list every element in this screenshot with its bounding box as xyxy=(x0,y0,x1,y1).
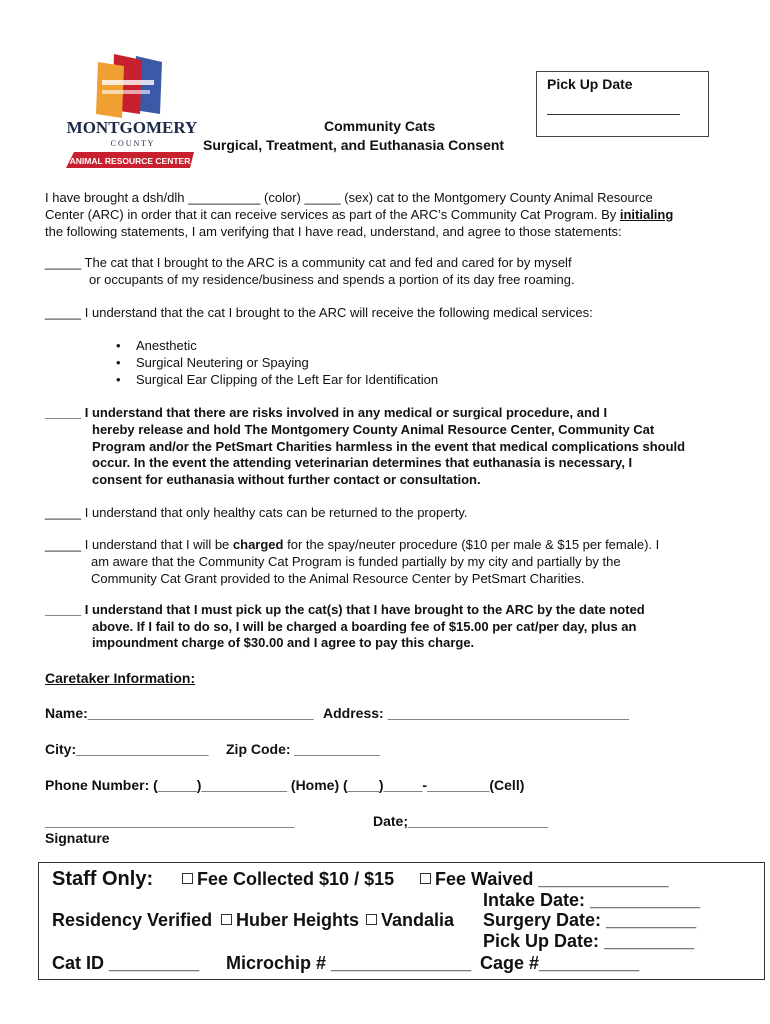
staff-pickup-date-field[interactable]: Pick Up Date: _________ xyxy=(483,931,695,951)
charged-emphasis: charged xyxy=(232,537,284,552)
logo-county-text: C O U N T Y xyxy=(110,139,154,148)
residency-verified-label: Residency Verified xyxy=(52,910,213,930)
signature-label: Signature xyxy=(45,830,110,846)
city-field[interactable]: City:_________________ xyxy=(45,741,209,757)
cat-id-field[interactable]: Cat ID _________ xyxy=(52,953,200,973)
logo-name-text: MONTGOMERY xyxy=(66,118,198,137)
initialing-emphasis: initialing xyxy=(619,207,674,222)
service-item: • Surgical Neutering or Spaying xyxy=(116,355,309,370)
signature-field[interactable]: ________________________________ xyxy=(45,813,295,829)
statement-1-line-2: or occupants of my residence/business and spends a portion of its day free roaming. xyxy=(89,272,575,287)
logo-graphic xyxy=(62,52,202,174)
statement-6-line-3: impoundment charge of $30.00 and I agree to pay this charge. xyxy=(92,635,475,650)
pickup-date-field[interactable] xyxy=(547,114,680,115)
fee-collected-checkbox[interactable] xyxy=(182,873,193,884)
intro-line-3: the following statements, I am verifying that I have read, understand, and agree to those statements: xyxy=(45,224,622,239)
logo-banner-text: ANIMAL RESOURCE CENTER xyxy=(69,156,191,166)
statement-1-line-1: _____ The cat that I brought to the ARC is a community cat and fed and cared for by myself xyxy=(45,255,572,270)
fee-waived-checkbox[interactable] xyxy=(420,873,431,884)
statement-4-line-1: _____ I understand that only healthy cats can be returned to the property. xyxy=(45,505,468,520)
form-title: Community Cats xyxy=(324,118,436,134)
address-field[interactable]: Address: _______________________________ xyxy=(323,705,629,721)
microchip-field[interactable]: Microchip # ______________ xyxy=(226,953,472,973)
vandalia-option[interactable]: Vandalia xyxy=(366,910,454,931)
statement-3-line-4: occur. In the event the attending veterinarian determines that euthanasia is necessary, I xyxy=(92,455,633,470)
service-item: • Surgical Ear Clipping of the Left Ear for Identification xyxy=(116,372,438,387)
service-item: • Anesthetic xyxy=(116,338,197,353)
huber-heights-checkbox[interactable] xyxy=(221,914,232,925)
statement-5-line-2: am aware that the Community Cat Program is funded partially by my city and partially by the xyxy=(91,554,621,569)
statement-3-line-1: _____ I understand that there are risks involved in any medical or surgical procedure, and I xyxy=(45,405,608,420)
cage-field[interactable]: Cage #__________ xyxy=(480,953,640,973)
surgery-date-field[interactable]: Surgery Date: _________ xyxy=(483,910,697,930)
form-subtitle: Surgical, Treatment, and Euthanasia Consent xyxy=(203,137,505,153)
montgomery-county-logo xyxy=(62,52,202,174)
pickup-date-box xyxy=(536,71,709,137)
intro-line-2 xyxy=(45,207,673,224)
statement-2-line-1: _____ I understand that the cat I brought to the ARC will receive the following medical services: xyxy=(45,305,593,320)
staff-only-title: Staff Only: xyxy=(52,868,154,890)
phone-number-field[interactable]: Phone Number: (_____)___________ (Home) (____)_____-________(Cell) xyxy=(45,777,525,793)
intake-date-field[interactable]: Intake Date: ___________ xyxy=(483,890,701,910)
fee-collected-option[interactable]: Fee Collected $10 / $15 xyxy=(182,869,394,890)
caretaker-heading: Caretaker Information: xyxy=(45,670,196,686)
huber-heights-option[interactable]: Huber Heights xyxy=(221,910,359,931)
statement-3-line-2: hereby release and hold The Montgomery County Animal Resource Center, Community Cat xyxy=(92,422,655,437)
intro-line-1: I have brought a dsh/dlh __________ (color) _____ (sex) cat to the Montgomery County Animal Resource xyxy=(45,190,653,205)
statement-6-line-2: above. If I fail to do so, I will be charged a boarding fee of $15.00 per cat/per day, plus an xyxy=(92,619,637,634)
zip-code-field[interactable]: Zip Code: ___________ xyxy=(226,741,381,757)
date-field[interactable]: Date;__________________ xyxy=(373,813,549,829)
statement-6-line-1: _____ I understand that I must pick up the cat(s) that I have brought to the ARC by the date noted xyxy=(45,602,645,617)
statement-3-line-5: consent for euthanasia without further contact or consultation. xyxy=(92,472,481,487)
name-field[interactable]: Name:_____________________________ xyxy=(45,705,314,721)
statement-5-line-1: _____ I understand that I will be charged for the spay/neuter procedure ($10 per male & $15 per female). I xyxy=(45,537,660,552)
intro-line-2-text: Center (ARC) in order that it can receive services as part of the ARC’s Community Cat Program. By xyxy=(45,207,620,222)
pickup-date-label: Pick Up Date xyxy=(547,76,633,92)
fee-waived-option[interactable]: Fee Waived _____________ xyxy=(420,869,669,890)
vandalia-checkbox[interactable] xyxy=(366,914,377,925)
statement-5-line-3: Community Cat Grant provided to the Animal Resource Center by PetSmart Charities. xyxy=(91,571,585,586)
statement-3-line-3: Program and/or the PetSmart Charities harmless in the event that medical complications should xyxy=(92,439,686,454)
